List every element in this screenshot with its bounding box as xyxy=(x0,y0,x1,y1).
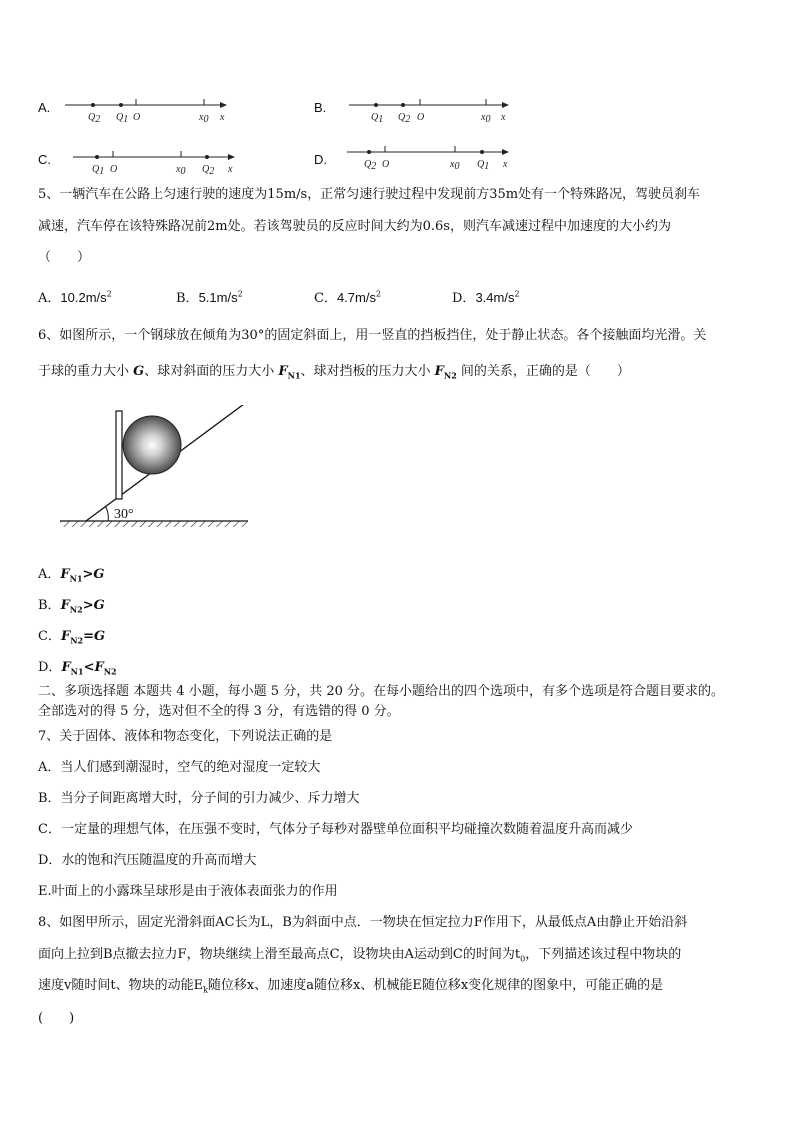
axis-point-label: Q xyxy=(116,112,124,123)
q8-stem-line-4: ( ) xyxy=(38,1011,75,1026)
q5-stem-line-1: 5、一辆汽车在公路上匀速行驶的速度为15m/s，正常匀速行驶过程中发现前方35m处有一个特殊路况，驾驶员刹车 xyxy=(38,187,701,202)
q7-option-d[interactable]: D．水的饱和汽压随温度的升高而增大 xyxy=(38,853,257,868)
axis-point-label: 1 xyxy=(378,114,384,125)
q5-option-a-value: 10.2m/s xyxy=(60,290,107,305)
axis-point-label xyxy=(477,159,489,172)
axis-option-d-label: D. xyxy=(314,152,327,167)
axis-point-label: x xyxy=(220,112,225,123)
axis-point-label: Q xyxy=(371,112,379,123)
axis-point-label xyxy=(116,112,128,125)
axis-point-label: x xyxy=(176,164,181,175)
axis-point-label xyxy=(198,112,208,125)
axis-option-c-number-line xyxy=(68,148,248,178)
axis-point-label xyxy=(175,164,185,177)
axis-point-label: Q xyxy=(92,164,100,175)
axis-option-d-number-line xyxy=(342,143,522,173)
q6-symbol-g: G xyxy=(133,364,145,379)
section-2-line-1: 二、多项选择题 本题共 4 小题，每小题 5 分，共 20 分。在每小题给出的四个选项中，有多个选项是符合题目要求的。 xyxy=(38,684,725,699)
axis-point-label: x xyxy=(501,112,506,123)
axis-point-label: O xyxy=(417,112,425,123)
q5-option-b-value: 5.1m/s xyxy=(198,290,238,305)
q5-stem-line-3: （ ） xyxy=(38,250,91,265)
q6-angle-label: 30° xyxy=(114,507,134,522)
q6-option-b[interactable]: B．$F_{N2}>G$ xyxy=(38,598,105,615)
q6-stem-line-1: 6、如图所示，一个钢球放在倾角为30°的固定斜面上，用一竖直的挡板挡住，处于静止状态。各个接触面均光滑。关 xyxy=(38,328,707,343)
q5-option-d-value: 3.4m/s xyxy=(475,290,515,305)
q5-option-b-exponent: 2 xyxy=(237,289,243,299)
axis-option-a-number-line xyxy=(60,96,240,126)
axis-point-label xyxy=(371,112,383,125)
axis-point-label: 2 xyxy=(209,166,215,177)
axis-point-label: 0 xyxy=(203,114,209,125)
q6-stem-line-2: 于球的重力大小 G、球对斜面的压力大小 $F_{N1}$、球对挡板的压力大小 $F_{N2}$ 间的关系，正确的是（ ） xyxy=(38,364,630,381)
axis-point-label: 2 xyxy=(405,114,411,125)
axis-option-b-label: B. xyxy=(314,100,327,115)
section-2-line-2: 全部选对的得 5 分，选对但不全的得 3 分，有选错的得 0 分。 xyxy=(38,704,400,719)
q6-symbol-fn2: N2 xyxy=(443,370,457,381)
axis-point-label: Q xyxy=(364,159,372,170)
axis-point-label: x xyxy=(450,159,455,170)
q5-option-c-value: 4.7m/s xyxy=(336,290,376,305)
q5-option-a-exponent: 2 xyxy=(106,289,112,299)
axis-point-label xyxy=(88,112,100,125)
q5-option-b-label: B． xyxy=(176,291,199,306)
axis-point-label: Q xyxy=(202,164,210,175)
axis-point-label: O xyxy=(133,112,141,123)
q5-option-a-label: A． xyxy=(38,291,61,306)
axis-point-label: x xyxy=(228,164,233,175)
axis-option-c-label: C. xyxy=(38,152,51,167)
axis-point-label: Q xyxy=(477,159,485,170)
axis-point-label: x xyxy=(481,112,486,123)
axis-point-label: x xyxy=(199,112,204,123)
axis-point-label xyxy=(449,159,459,172)
axis-point-label: Q xyxy=(88,112,96,123)
q7-option-c[interactable]: C．一定量的理想气体，在压强不变时，气体分子每秒对器壁单位面积平均碰撞次数随着温度升高而减少 xyxy=(38,822,633,837)
q5-option-d[interactable] xyxy=(452,287,520,306)
axis-point-label xyxy=(398,112,410,125)
axis-option-a-label: A. xyxy=(38,100,51,115)
q5-option-c-exponent: 2 xyxy=(375,289,382,299)
q7-option-b[interactable]: B．当分子间距离增大时，分子间的引力减少、斥力增大 xyxy=(38,791,360,806)
q7-option-a[interactable]: A．当人们感到潮湿时，空气的绝对湿度一定较大 xyxy=(38,760,321,775)
q8-stem-line-1: 8、如图甲所示，固定光滑斜面AC长为L，B为斜面中点．一物块在恒定拉力F作用下，从最低点A由静止开始沿斜 xyxy=(38,915,688,930)
axis-point-label: 0 xyxy=(180,166,186,177)
axis-point-label: 2 xyxy=(371,161,377,172)
axis-point-label xyxy=(92,164,104,177)
q8-stem-line-3: 速度v随时间t、物块的动能$E_k$随位移x、加速度a随位移x、机械能E随位移x变化规律的图象中，可能正确的是 xyxy=(38,978,664,995)
q5-option-a[interactable] xyxy=(38,287,112,306)
axis-point-label: 1 xyxy=(484,161,490,172)
axis-point-label: O xyxy=(110,164,118,175)
axis-point-label xyxy=(480,112,490,125)
q6-option-c[interactable]: C．$F_{N2}=G$ xyxy=(38,629,106,646)
q5-option-d-exponent: 2 xyxy=(514,289,520,299)
q7-stem: 7、关于固体、液体和物态变化，下列说法正确的是 xyxy=(38,729,333,744)
q6-incline-figure xyxy=(58,405,258,535)
axis-point-label: 2 xyxy=(95,114,101,125)
q5-option-c-label: C． xyxy=(314,291,337,306)
axis-point-label xyxy=(364,159,376,172)
q5-option-b[interactable] xyxy=(176,287,243,306)
q6-option-a[interactable]: A．$F_{N1}>G$ xyxy=(38,567,105,584)
axis-point-label: 0 xyxy=(485,114,491,125)
axis-point-label: O xyxy=(382,159,390,170)
axis-point-label: Q xyxy=(398,112,406,123)
q5-option-c[interactable] xyxy=(314,287,381,306)
q6-symbol-fn1: N1 xyxy=(287,370,301,381)
axis-option-b-number-line xyxy=(344,96,524,126)
q8-stem-line-2: 面向上拉到B点撤去拉力F，物块继续上滑至最高点C，设物块由A运动到C的时间为$t_0$，下列描述该过程中物块的 xyxy=(38,947,682,964)
q7-option-e[interactable]: E.叶面上的小露珠呈球形是由于液体表面张力的作用 xyxy=(38,884,338,899)
axis-point-label: 1 xyxy=(123,114,129,125)
axis-point-label: 0 xyxy=(454,161,460,172)
q6-option-d[interactable]: D．$F_{N1}<F_{N2}$ xyxy=(38,660,117,677)
axis-point-label xyxy=(202,164,214,177)
axis-point-label: x xyxy=(503,159,508,170)
axis-point-label: 1 xyxy=(99,166,105,177)
q5-option-d-label: D． xyxy=(452,291,476,306)
q5-stem-line-2: 减速，汽车停在该特殊路况前2m处。若该驾驶员的反应时间大约为0.6s，则汽车减速过程中加速度的大小约为 xyxy=(38,219,671,234)
